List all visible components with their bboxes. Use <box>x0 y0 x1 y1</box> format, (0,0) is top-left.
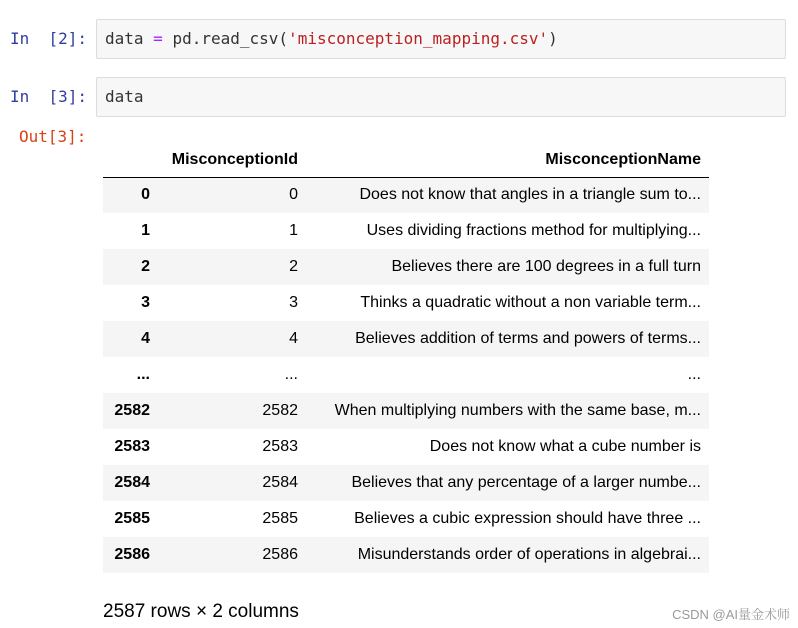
cell-3-input[interactable] <box>96 77 786 117</box>
row-index: 2586 <box>114 546 150 563</box>
table-row <box>103 429 709 465</box>
row-index: 2 <box>141 258 150 275</box>
cell-misconception-name: ... <box>687 366 701 383</box>
cell-3-prompt: In [3]: <box>10 87 88 106</box>
table-row-ellipsis <box>103 357 709 393</box>
cell-misconception-name: Misunderstands order of operations in algebrai... <box>357 546 701 563</box>
row-index: 2583 <box>114 438 150 455</box>
table-row <box>103 537 709 573</box>
cell-misconception-name: Thinks a quadratic without a non variable term... <box>360 294 701 311</box>
cell-misconception-name: When multiplying numbers with the same base, m... <box>334 402 701 419</box>
cell-misconception-id: ... <box>284 366 298 383</box>
watermark: CSDN @AI量金术师 <box>672 607 790 622</box>
table-row <box>103 249 709 285</box>
code-operator: = <box>153 29 163 48</box>
table-row <box>103 177 709 213</box>
cell-misconception-id: 2585 <box>262 510 298 527</box>
cell-misconception-name: Believes addition of terms and powers of terms... <box>355 330 701 347</box>
index-header <box>103 143 158 177</box>
column-header-misconception-id: MisconceptionId <box>158 143 306 177</box>
table-row <box>103 393 709 429</box>
row-index: 2582 <box>114 402 150 419</box>
row-index: 0 <box>141 186 150 204</box>
cell-misconception-name: Uses dividing fractions method for multiplying... <box>366 222 701 239</box>
code-var: data <box>105 29 144 48</box>
cell-misconception-id: 1 <box>289 222 298 239</box>
code-text: data <box>105 87 144 106</box>
cell-misconception-id: 2582 <box>262 402 298 419</box>
cell-misconception-name: Does not know what a cube number is <box>429 438 701 455</box>
code-string-arg: misconception_mapping.csv <box>297 29 539 48</box>
cell-misconception-id: 2584 <box>262 474 298 491</box>
dataframe-table <box>103 143 709 573</box>
table-row <box>103 465 709 501</box>
cell-misconception-id: 4 <box>289 330 298 347</box>
cell-misconception-id: 2586 <box>262 546 298 563</box>
cell-misconception-id: 2 <box>289 258 298 275</box>
cell-misconception-name: Believes that any percentage of a larger numbe... <box>351 474 701 491</box>
table-row <box>103 213 709 249</box>
row-index: ... <box>136 366 150 383</box>
code-call: pd.read_csv( <box>172 29 289 48</box>
code-string-quote-close: ' <box>538 29 549 48</box>
cell-misconception-id: 2583 <box>262 438 298 455</box>
output-prompt: Out[3]: <box>19 127 87 146</box>
cell-misconception-id: 0 <box>289 186 298 204</box>
row-index: 4 <box>141 330 150 347</box>
table-row <box>103 321 709 357</box>
row-index: 2584 <box>114 474 150 491</box>
column-header-misconception-name: MisconceptionName <box>306 143 709 177</box>
code-string-quote-open: ' <box>288 29 298 48</box>
cell-2-prompt: In [2]: <box>10 29 88 48</box>
cell-misconception-name: Does not know that angles in a triangle sum to... <box>359 186 701 204</box>
cell-misconception-id: 3 <box>289 294 298 311</box>
table-row <box>103 285 709 321</box>
row-index: 3 <box>141 294 150 311</box>
cell-misconception-name: Believes a cubic expression should have three ... <box>354 510 701 527</box>
row-index: 2585 <box>114 510 150 527</box>
row-index: 1 <box>141 222 150 239</box>
table-header-row <box>103 143 709 177</box>
dataframe-shape-summary: 2587 rows × 2 columns <box>103 601 299 622</box>
code-close-paren: ) <box>548 29 558 48</box>
table-row <box>103 501 709 537</box>
cell-misconception-name: Believes there are 100 degrees in a full turn <box>391 258 701 275</box>
cell-2-input[interactable] <box>96 19 786 59</box>
